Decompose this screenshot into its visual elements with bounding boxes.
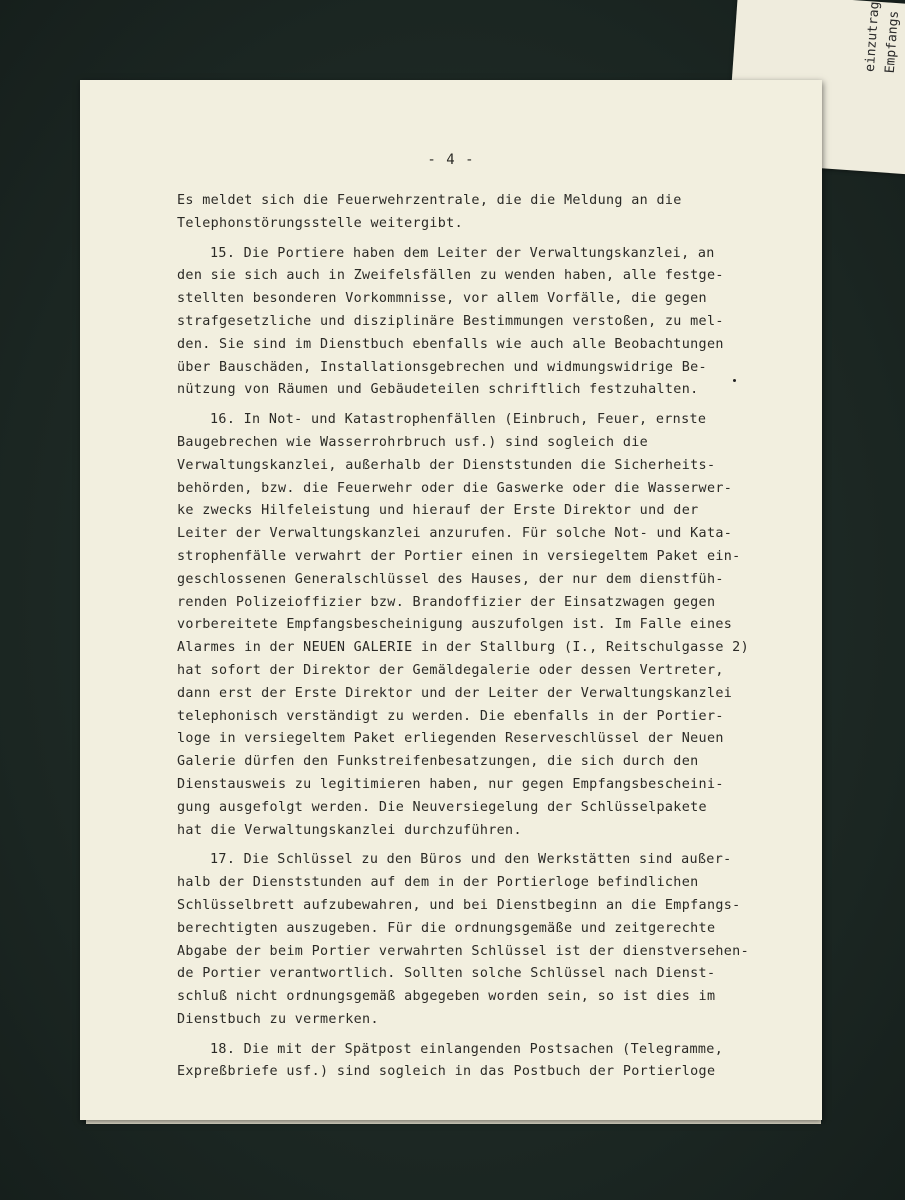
text-line: dann erst der Erste Direktor und der Leiter der Verwaltungskanzlei bbox=[177, 685, 733, 701]
text-line: den sie sich auch in Zweifelsfällen zu wenden haben, alle festge- bbox=[177, 268, 724, 284]
text-line: halb der Dienststunden auf dem in der Portierloge befindlichen bbox=[177, 875, 699, 891]
text-line: Galerie dürfen den Funkstreifenbesatzungen, die sich durch den bbox=[177, 754, 699, 770]
text-line: 17. Die Schlüssel zu den Büros und den Werkstätten sind außer- bbox=[210, 852, 732, 868]
text-line: vorbereitete Empfangsbescheinigung auszufolgen ist. Im Falle eines bbox=[177, 617, 733, 633]
text-line: gung ausgefolgt werden. Die Neuversiegelung der Schlüsselpakete bbox=[177, 799, 707, 815]
paragraph-15 bbox=[177, 243, 737, 403]
text-line: Schlüsselbrett aufzubewahren, und bei Dienstbeginn an die Empfangs- bbox=[177, 897, 741, 913]
text-line: Dienstausweis zu legitimieren haben, nur gegen Empfangsbescheini- bbox=[177, 776, 724, 792]
document-body bbox=[177, 190, 750, 1084]
text-line: Telephonstörungsstelle weitergibt. bbox=[177, 215, 464, 231]
adjacent-page-line: einzutrag bbox=[862, 1, 883, 73]
text-line: Alarmes in der NEUEN GALERIE in der Stallburg (I., Reitschulgasse 2) bbox=[177, 640, 750, 656]
text-line: über Bauschäden, Installationsgebrechen und widmungswidrige Be- bbox=[177, 359, 707, 375]
text-line: hat sofort der Direktor der Gemäldegalerie oder dessen Vertreter, bbox=[177, 662, 724, 678]
text-line: loge in versiegeltem Paket erliegenden Reserveschlüssel der Neuen bbox=[177, 731, 724, 747]
paragraph-17 bbox=[177, 849, 750, 1031]
text-line: Verwaltungskanzlei, außerhalb der Dienststunden die Sicherheits- bbox=[177, 457, 716, 473]
text-line: de Portier verantwortlich. Sollten solche Schlüssel nach Dienst- bbox=[177, 966, 716, 982]
text-line: hat die Verwaltungskanzlei durchzuführen. bbox=[177, 822, 522, 838]
text-line: behörden, bzw. die Feuerwehr oder die Gaswerke oder die Wasserwer- bbox=[177, 480, 733, 496]
text-line: stellten besonderen Vorkommnisse, vor allem Vorfälle, die gegen bbox=[177, 291, 707, 307]
text-line: renden Polizeioffizier bzw. Brandoffizier der Einsatzwagen gegen bbox=[177, 594, 716, 610]
text-line: telephonisch verständigt zu werden. Die ebenfalls in der Portier- bbox=[177, 708, 724, 724]
text-line: Leiter der Verwaltungskanzlei anzurufen. Für solche Not- und Kata- bbox=[177, 526, 733, 542]
paragraph-intro bbox=[177, 190, 737, 236]
text-line: geschlossenen Generalschlüssel des Hauses, der nur dem dienstfüh- bbox=[177, 571, 724, 587]
adjacent-page-text bbox=[861, 1, 905, 74]
ink-speck bbox=[733, 379, 736, 382]
text-line: schluß nicht ordnungsgemäß abgegeben worden sein, so ist dies im bbox=[177, 989, 716, 1005]
paragraph-18 bbox=[177, 1039, 737, 1085]
text-line: Dienstbuch zu vermerken. bbox=[177, 1011, 379, 1027]
text-line: strafgesetzliche und disziplinäre Bestimmungen verstoßen, zu mel- bbox=[177, 313, 724, 329]
text-line: ke zwecks Hilfeleistung und hierauf der Erste Direktor und der bbox=[177, 503, 699, 519]
document-page bbox=[80, 80, 822, 1120]
text-line: den. Sie sind im Dienstbuch ebenfalls wie auch alle Beobachtungen bbox=[177, 336, 724, 352]
page-number: - 4 - bbox=[427, 152, 475, 168]
text-line: Expreßbriefe usf.) sind sogleich in das Postbuch der Portierloge bbox=[177, 1064, 716, 1080]
text-line: 16. In Not- und Katastrophenfällen (Einbruch, Feuer, ernste bbox=[210, 412, 707, 428]
text-line: Abgabe der beim Portier verwahrten Schlüssel ist der dienstversehen- bbox=[177, 943, 750, 959]
text-line: 15. Die Portiere haben dem Leiter der Verwaltungskanzlei, an bbox=[210, 245, 715, 261]
paragraph-gap bbox=[177, 1032, 737, 1039]
adjacent-page-line: Empfangs bbox=[882, 10, 903, 74]
paragraph-gap bbox=[177, 402, 737, 409]
text-line: Baugebrechen wie Wasserrohrbruch usf.) sind sogleich die bbox=[177, 434, 649, 450]
text-line: berechtigten auszugeben. Für die ordnungsgemäße und zeitgerechte bbox=[177, 920, 716, 936]
text-line: 18. Die mit der Spätpost einlangenden Postsachen (Telegramme, bbox=[210, 1041, 724, 1057]
paragraph-gap bbox=[177, 842, 737, 849]
text-line: nützung von Räumen und Gebäudeteilen schriftlich festzuhalten. bbox=[177, 382, 699, 398]
paragraph-gap bbox=[177, 236, 737, 243]
text-line: Es meldet sich die Feuerwehrzentrale, die die Meldung an die bbox=[177, 193, 682, 208]
text-line: strophenfälle verwahrt der Portier einen in versiegeltem Paket ein- bbox=[177, 548, 741, 564]
paragraph-16 bbox=[177, 409, 750, 842]
